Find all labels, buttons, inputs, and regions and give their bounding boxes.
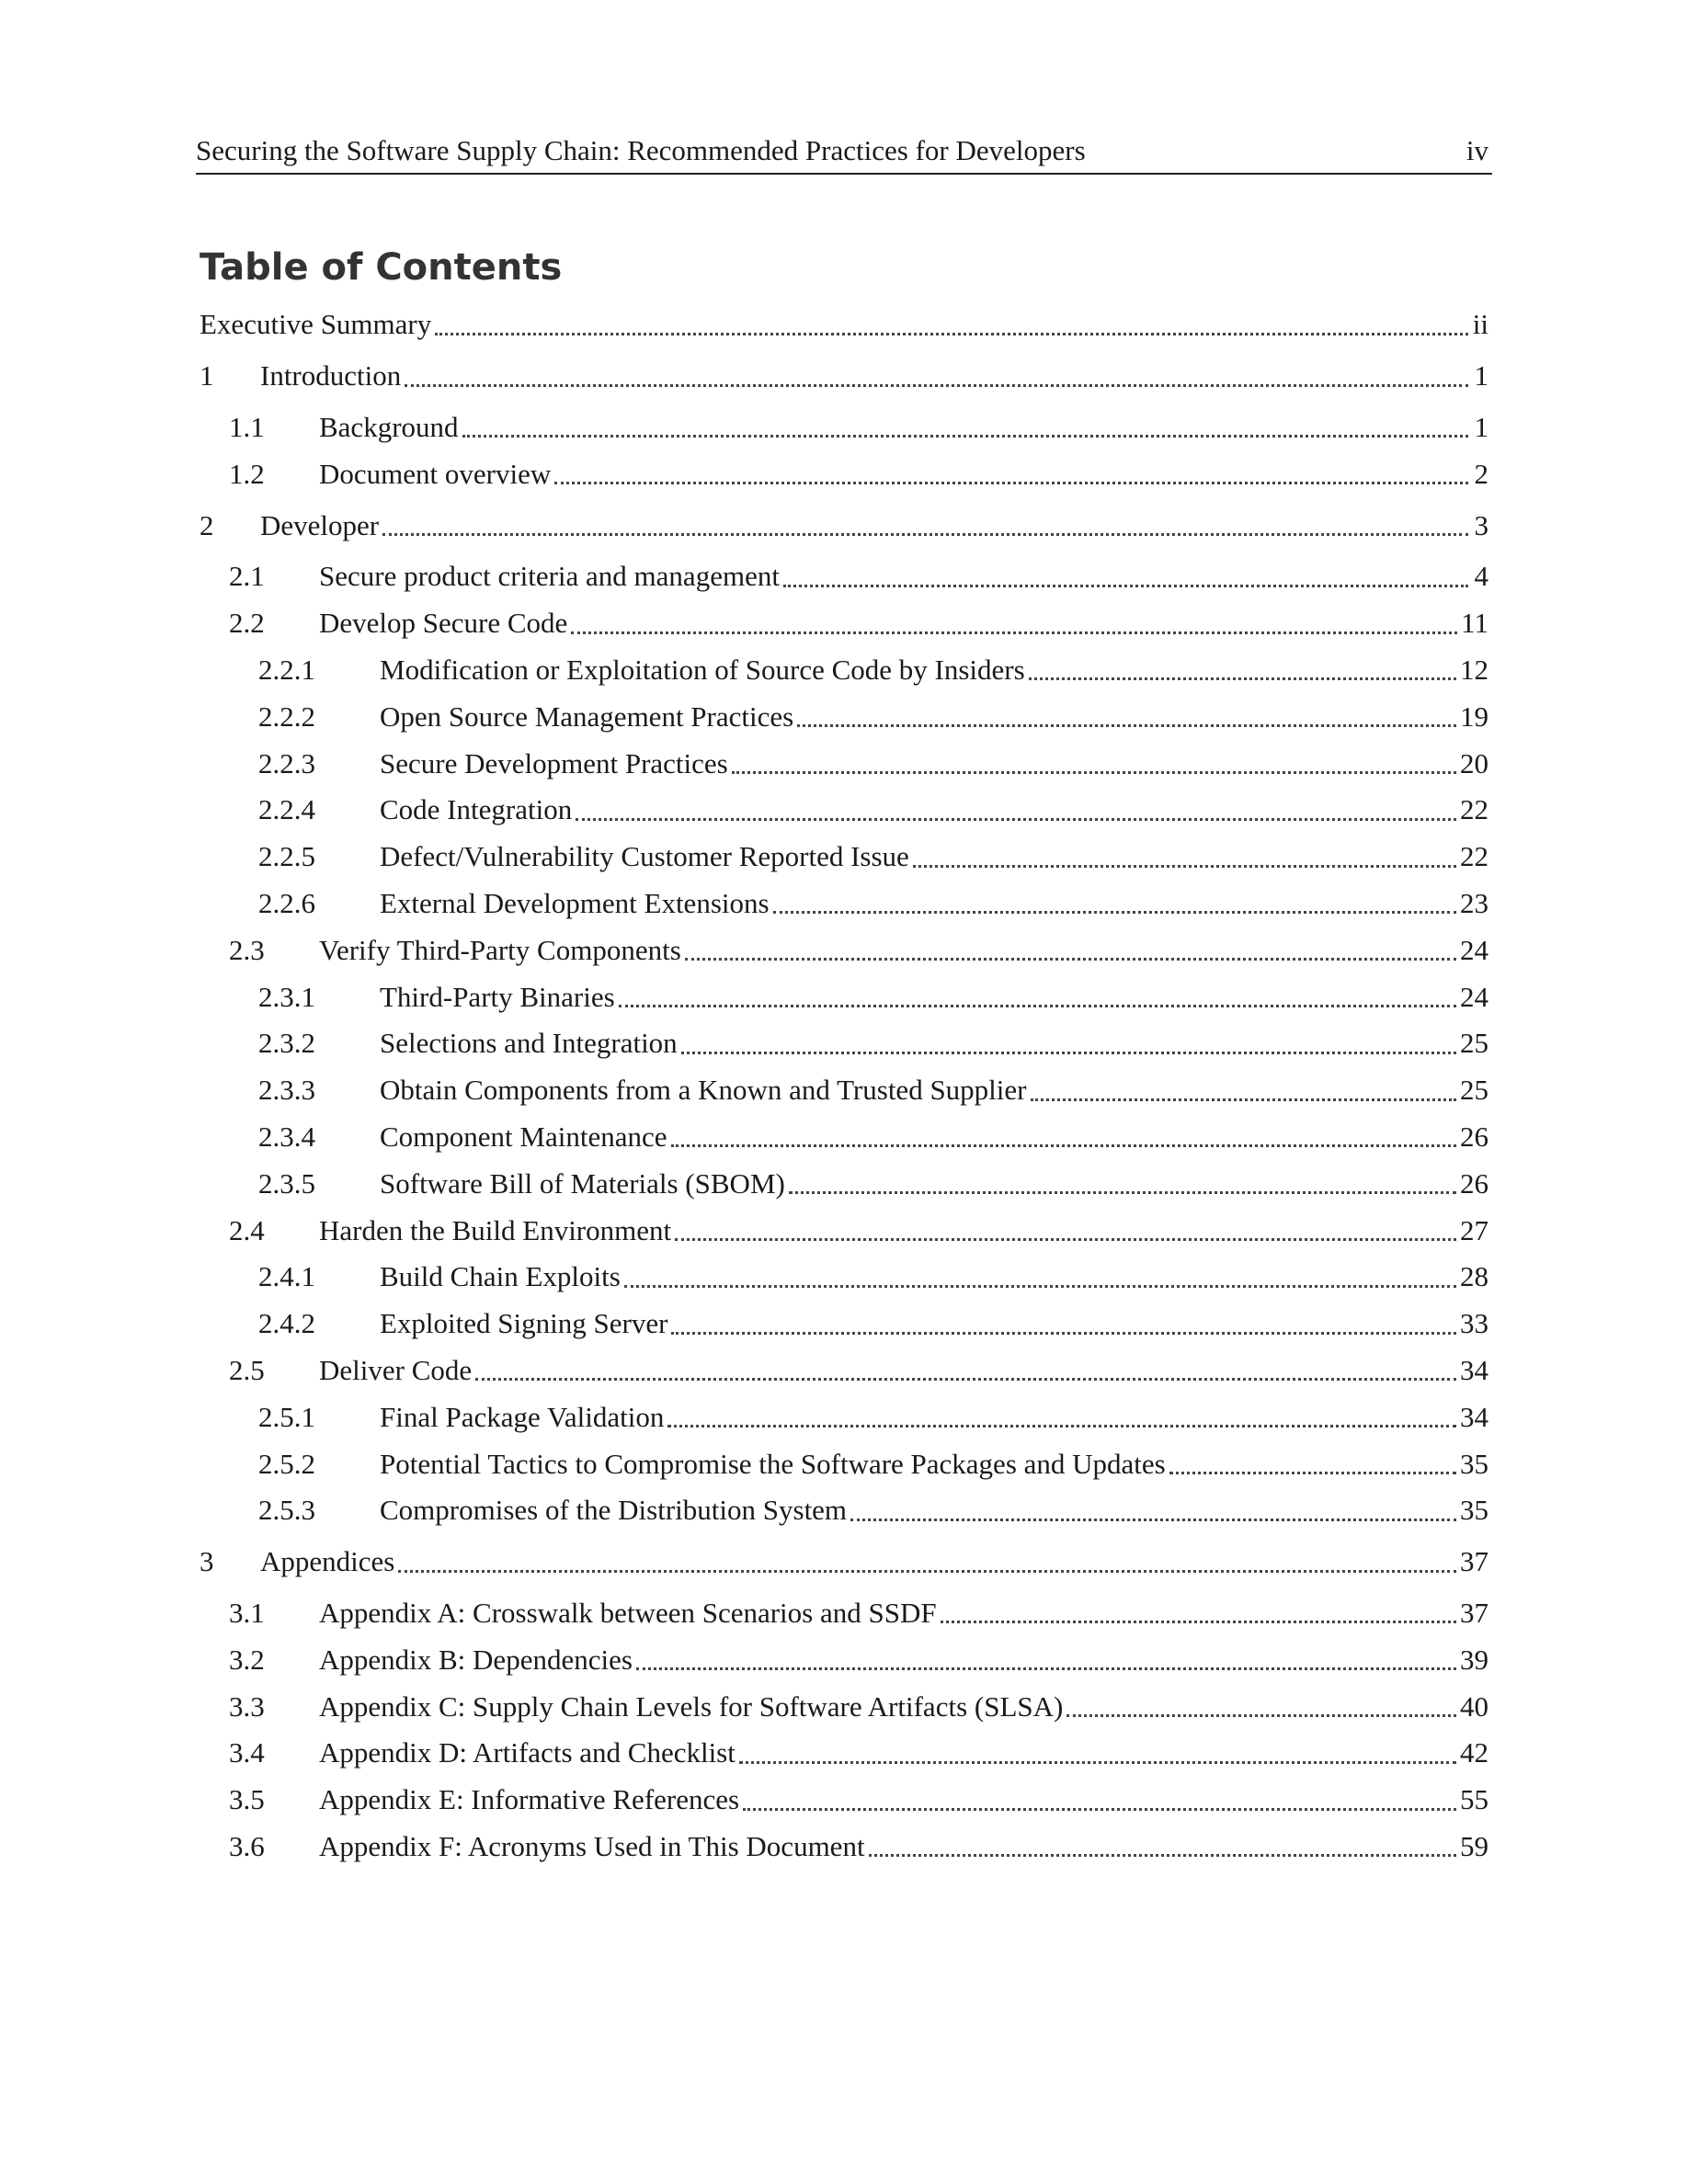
toc-dot-leader — [475, 1377, 1456, 1381]
page-number: iv — [1466, 134, 1488, 166]
toc-entry-title: Final Package Validation — [380, 1400, 665, 1433]
toc-entry[interactable] — [200, 787, 1488, 834]
toc-entry-title: Appendix B: Dependencies — [319, 1643, 633, 1676]
toc-dot-leader — [783, 584, 1468, 587]
toc-entry-title: Code Integration — [380, 793, 573, 826]
toc-entry[interactable] — [200, 693, 1488, 740]
toc-entry[interactable] — [200, 1393, 1488, 1440]
toc-entry-page: 25 — [1460, 1074, 1488, 1107]
toc-entry-title: Modification or Exploitation of Source Code by Insiders — [380, 653, 1025, 686]
toc-dot-leader — [405, 383, 1468, 387]
toc-entry-title: Deliver Code — [319, 1353, 473, 1386]
toc-entry[interactable] — [200, 647, 1488, 694]
toc-entry[interactable] — [200, 1440, 1488, 1487]
toc-dot-leader — [850, 1518, 1456, 1521]
toc-entry[interactable] — [200, 1067, 1488, 1114]
toc-entry-number: 2.2.6 — [258, 886, 315, 919]
toc-entry-number: 2.3.4 — [258, 1120, 315, 1153]
toc-entry-title: Exploited Signing Server — [380, 1307, 668, 1340]
toc-entry-page: 35 — [1460, 1494, 1488, 1527]
toc-entry-title: Appendix A: Crosswalk between Scenarios and SSDF — [319, 1596, 937, 1629]
toc-dot-leader — [797, 723, 1456, 727]
toc-entry-number: 2.2.5 — [258, 840, 315, 873]
toc-entry-title: Build Chain Exploits — [380, 1260, 621, 1293]
running-header — [196, 134, 1492, 175]
toc-dot-leader — [743, 1807, 1456, 1811]
toc-entry-number: 1.1 — [229, 410, 265, 443]
toc-entry-number: 2.1 — [229, 560, 265, 593]
toc-entry-title: Appendix D: Artifacts and Checklist — [319, 1736, 736, 1769]
toc-entry[interactable] — [200, 1824, 1488, 1871]
toc-dot-leader — [671, 1331, 1456, 1335]
toc-dot-leader — [382, 532, 1468, 536]
toc-entry[interactable] — [200, 1114, 1488, 1161]
toc-entry-number: 2.4.1 — [258, 1260, 315, 1293]
toc-entry-page: 59 — [1460, 1829, 1488, 1862]
toc-entry-number: 2.3 — [229, 933, 265, 966]
toc-entry-page: 4 — [1474, 560, 1488, 593]
toc-entry[interactable] — [200, 450, 1488, 497]
toc-dot-leader — [576, 817, 1456, 821]
toc-dot-leader — [1029, 677, 1456, 680]
toc-entry[interactable] — [200, 1730, 1488, 1777]
toc-entry[interactable] — [200, 502, 1488, 549]
toc-entry-title: Secure Development Practices — [380, 746, 728, 779]
toc-entry-title: Harden the Build Environment — [319, 1213, 672, 1246]
toc-entry-number: 3.4 — [229, 1736, 265, 1769]
toc-dot-leader — [739, 1760, 1456, 1764]
toc-entry-number: 2.3.3 — [258, 1074, 315, 1107]
toc-entry-title: Appendix C: Supply Chain Levels for Software Artifacts (SLSA) — [319, 1689, 1064, 1723]
toc-entry-number: 3.3 — [229, 1689, 265, 1723]
toc-entry-page: 24 — [1460, 980, 1488, 1013]
toc-entry-title: Software Bill of Materials (SBOM) — [380, 1166, 785, 1200]
toc-dot-leader — [732, 770, 1456, 774]
toc-entry-title: Potential Tactics to Compromise the Software Packages and Updates — [380, 1447, 1166, 1480]
toc-entry-page: 55 — [1460, 1783, 1488, 1816]
toc-dot-leader — [624, 1284, 1456, 1288]
toc-entry[interactable] — [200, 1020, 1488, 1067]
toc-entry-page: 39 — [1460, 1643, 1488, 1676]
toc-entry-page: ii — [1472, 308, 1488, 341]
toc-entry-number: 2.3.2 — [258, 1027, 315, 1060]
toc-entry-title: Verify Third-Party Components — [319, 933, 681, 966]
toc-entry-page: 20 — [1460, 746, 1488, 779]
toc-entry-number: 2.5.2 — [258, 1447, 315, 1480]
toc-entry-page: 22 — [1460, 793, 1488, 826]
toc-dot-leader — [1169, 1471, 1456, 1474]
toc-dot-leader — [398, 1569, 1456, 1573]
toc-entry-title: Compromises of the Distribution System — [380, 1494, 848, 1527]
toc-entry-title: Executive Summary — [200, 308, 432, 341]
toc-entry[interactable] — [200, 600, 1488, 647]
toc-dot-leader — [685, 957, 1456, 961]
toc-entry-number: 2.5.3 — [258, 1494, 315, 1527]
toc-dot-leader — [636, 1666, 1456, 1670]
toc-entry-number: 2.2.1 — [258, 653, 315, 686]
document-page — [196, 0, 1492, 2184]
toc-entry-number: 2.2.4 — [258, 793, 315, 826]
toc-entry-page: 26 — [1460, 1120, 1488, 1153]
toc-entry-title: Develop Secure Code — [319, 607, 568, 640]
toc-entry[interactable] — [200, 1636, 1488, 1683]
toc-dot-leader — [667, 1424, 1456, 1428]
toc-dot-leader — [671, 1143, 1457, 1147]
toc-entry-page: 3 — [1474, 508, 1488, 541]
toc-entry-title: Defect/Vulnerability Customer Reported Issue — [380, 840, 909, 873]
toc-entry-page: 24 — [1460, 933, 1488, 966]
toc-entry-title: Third-Party Binaries — [380, 980, 615, 1013]
toc-dot-leader — [773, 910, 1456, 914]
toc-entry-page: 1 — [1474, 410, 1488, 443]
toc-entry-number: 2.2 — [229, 607, 265, 640]
toc-entry[interactable] — [200, 1683, 1488, 1730]
toc-entry[interactable] — [200, 1777, 1488, 1824]
toc-entry-page: 40 — [1460, 1689, 1488, 1723]
toc-entry-number: 2.5.1 — [258, 1400, 315, 1433]
toc-entry-title: Secure product criteria and management — [319, 560, 780, 593]
toc-entry-number: 2.4 — [229, 1213, 265, 1246]
toc-entry[interactable] — [200, 1254, 1488, 1301]
toc-entry-title: Appendices — [260, 1545, 395, 1578]
toc-entry-number: 2 — [200, 508, 214, 541]
toc-entry[interactable] — [200, 353, 1488, 400]
toc-entry[interactable] — [200, 834, 1488, 881]
toc-entry-title: Obtain Components from a Known and Trusted Supplier — [380, 1074, 1027, 1107]
toc-dot-leader — [435, 332, 1468, 336]
toc-entry-title: Selections and Integration — [380, 1027, 678, 1060]
toc-entry[interactable] — [200, 1348, 1488, 1394]
toc-entry-number: 1.2 — [229, 457, 265, 490]
toc-entry-page: 34 — [1460, 1400, 1488, 1433]
toc-entry-page: 37 — [1460, 1596, 1488, 1629]
toc-entry-page: 26 — [1460, 1166, 1488, 1200]
toc-entry-page: 23 — [1460, 886, 1488, 919]
toc-entry-number: 1 — [200, 359, 214, 392]
toc-entry-number: 3.5 — [229, 1783, 265, 1816]
toc-entry-number: 2.3.1 — [258, 980, 315, 1013]
toc-entry-number: 3.1 — [229, 1596, 265, 1629]
toc-entry-title: Developer — [260, 508, 380, 541]
toc-entry-number: 2.4.2 — [258, 1307, 315, 1340]
toc-dot-leader — [619, 1004, 1456, 1007]
toc-dot-leader — [913, 864, 1456, 868]
toc-list — [200, 301, 1488, 1870]
toc-entry-number: 2.3.5 — [258, 1166, 315, 1200]
toc-entry-title: Appendix F: Acronyms Used in This Document — [319, 1829, 865, 1862]
toc-entry[interactable] — [200, 1539, 1488, 1586]
toc-entry-page: 33 — [1460, 1307, 1488, 1340]
toc-entry[interactable] — [200, 301, 1488, 348]
toc-entry[interactable] — [200, 973, 1488, 1020]
toc-entry[interactable] — [200, 740, 1488, 787]
toc-entry-number: 3 — [200, 1545, 214, 1578]
toc-entry-number: 3.2 — [229, 1643, 265, 1676]
toc-entry[interactable] — [200, 404, 1488, 451]
toc-entry-title: Document overview — [319, 457, 552, 490]
toc-entry-title: Component Maintenance — [380, 1120, 667, 1153]
toc-entry-page: 37 — [1460, 1545, 1488, 1578]
toc-dot-leader — [1066, 1713, 1456, 1717]
toc-entry[interactable] — [200, 1160, 1488, 1207]
toc-dot-leader — [554, 481, 1468, 484]
toc-entry-title: Background — [319, 410, 459, 443]
document-title: Securing the Software Supply Chain: Recommended Practices for Developers — [196, 134, 1086, 166]
toc-entry-number: 2.5 — [229, 1353, 265, 1386]
toc-dot-leader — [571, 631, 1457, 634]
toc-dot-leader — [789, 1190, 1456, 1194]
toc-entry[interactable] — [200, 1207, 1488, 1254]
toc-entry-page: 35 — [1460, 1447, 1488, 1480]
toc-entry-number: 3.6 — [229, 1829, 265, 1862]
toc-entry[interactable] — [200, 1301, 1488, 1348]
toc-entry-page: 27 — [1460, 1213, 1488, 1246]
toc-entry-page: 19 — [1460, 700, 1488, 733]
toc-entry-title: Introduction — [260, 359, 402, 392]
toc-dot-leader — [675, 1237, 1456, 1241]
toc-entry-page: 1 — [1474, 359, 1488, 392]
toc-dot-leader — [462, 434, 1468, 438]
toc-entry-page: 2 — [1474, 457, 1488, 490]
toc-entry-title: Open Source Management Practices — [380, 700, 794, 733]
toc-entry[interactable] — [200, 881, 1488, 927]
toc-entry-page: 34 — [1460, 1353, 1488, 1386]
toc-entry[interactable] — [200, 553, 1488, 600]
toc-dot-leader — [1031, 1098, 1457, 1101]
toc-dot-leader — [941, 1620, 1456, 1623]
toc-entry-title: External Development Extensions — [380, 886, 770, 919]
toc-heading: Table of Contents — [200, 246, 563, 289]
toc-entry-page: 12 — [1460, 653, 1488, 686]
toc-entry[interactable] — [200, 1590, 1488, 1637]
toc-entry-number: 2.2.3 — [258, 746, 315, 779]
toc-entry-page: 28 — [1460, 1260, 1488, 1293]
toc-entry[interactable] — [200, 927, 1488, 973]
toc-entry-number: 2.2.2 — [258, 700, 315, 733]
toc-entry[interactable] — [200, 1487, 1488, 1534]
toc-entry-page: 42 — [1460, 1736, 1488, 1769]
toc-entry-page: 25 — [1460, 1027, 1488, 1060]
toc-dot-leader — [681, 1051, 1456, 1054]
toc-entry-page: 22 — [1460, 840, 1488, 873]
toc-dot-leader — [869, 1853, 1456, 1857]
toc-entry-page: 11 — [1461, 607, 1488, 640]
toc-entry-title: Appendix E: Informative References — [319, 1783, 740, 1816]
